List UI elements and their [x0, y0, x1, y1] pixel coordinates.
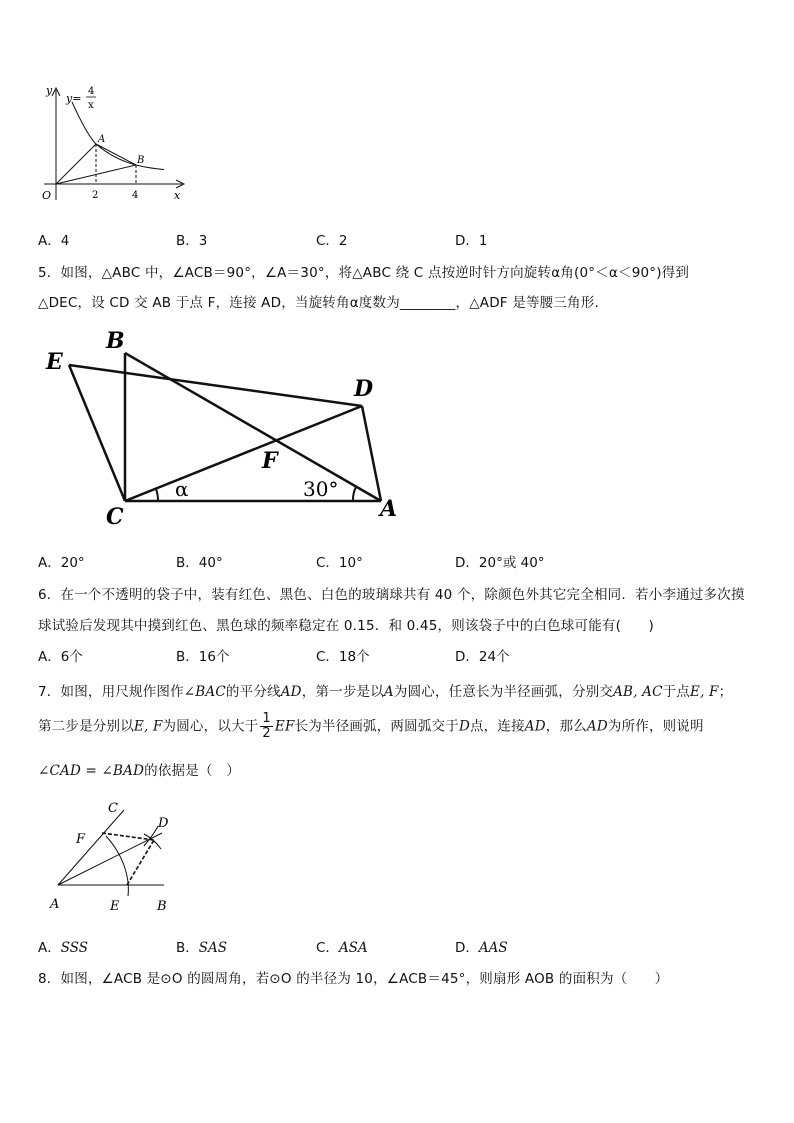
q7-e-f-1: E, F: [690, 684, 719, 700]
label-D: D: [354, 376, 374, 402]
angle-alpha-arc: [156, 489, 158, 501]
q5-option-d: D．20°或 40°: [455, 555, 545, 571]
q7-t2a: 第二步是分别以: [38, 718, 134, 735]
q7-t2c: 为圆心，以大于: [162, 718, 259, 735]
figure-rotation-triangles: [40, 326, 410, 532]
segment-OA: [56, 144, 96, 184]
q7-t1c: 的平分线: [225, 684, 281, 700]
q7-t1i: 于点: [662, 684, 691, 700]
dashed-FD: [102, 833, 154, 840]
q7-t2e: 长为半径画弧，两圆弧交于: [294, 718, 459, 735]
dashed-ED: [127, 840, 154, 885]
function-y-equals: y=: [66, 92, 82, 105]
q7-t2g: 点，连接: [469, 718, 525, 735]
q7-option-a-math: SSS: [60, 940, 89, 956]
q7-ad-1: AD: [280, 684, 302, 700]
q7-ef: EF: [274, 718, 295, 735]
figure-inverse-function: [34, 80, 194, 205]
segment-AB: [96, 144, 136, 165]
q7-text-line1: [38, 680, 732, 700]
label-F: F: [76, 832, 86, 847]
label-O: O: [42, 189, 52, 202]
q7-t1g: 为圆心，任意长为半径画弧，分别交: [393, 684, 614, 700]
label-B: B: [106, 328, 125, 354]
label-A: A: [380, 496, 398, 522]
q6-option-c: C．18个: [316, 649, 370, 665]
q7-fraction-num: 1: [262, 711, 271, 726]
function-denominator: x: [88, 100, 94, 111]
label-B: B: [137, 155, 145, 166]
label-30-degrees: 30°: [303, 477, 339, 501]
q6-text-line2: 球试验后发现其中摸到红色、黑色球的频率稳定在 0.15．和 0.45，则该袋子中的白色球可能有( ): [38, 618, 654, 634]
label-E: E: [46, 349, 63, 375]
arc-E-to-F: [106, 836, 128, 896]
q7-angle-equality: ∠CAD = ∠BAD: [38, 763, 145, 779]
q6-text-line1: 6．在一个不透明的袋子中，装有红色、黑色、白色的玻璃球共有 40 个，除颜色外其它完全相同．若小李通过多次摸: [38, 587, 745, 603]
q4-option-b: B．3: [176, 233, 208, 249]
q4-option-a: A．4: [38, 233, 70, 249]
q7-angle-bac: ∠BAC: [183, 684, 226, 700]
q7-fraction-half: [260, 712, 272, 741]
q7-point-d: D: [458, 718, 470, 735]
label-alpha: α: [175, 477, 189, 501]
q7-t1e: ，第一步是以: [301, 684, 384, 700]
q4-option-d: D．1: [455, 233, 488, 249]
function-numerator: 4: [88, 86, 95, 97]
label-C: C: [108, 801, 118, 816]
q5-option-b: B．40°: [176, 555, 223, 571]
q7-fraction-den: 2: [262, 726, 271, 741]
q7-point-a: A: [383, 684, 394, 700]
q7-option-a: [38, 936, 88, 956]
q7-e-f-2: E, F: [133, 718, 163, 735]
q4-option-c: C．2: [316, 233, 348, 249]
segment-ED: [69, 365, 362, 406]
label-C: C: [106, 504, 124, 530]
q7-option-c: [316, 936, 368, 956]
q7-text-line2: [38, 712, 704, 741]
q7-t1a: 7．如图，用尺规作图作: [38, 684, 184, 700]
q5-option-a: A．20°: [38, 555, 85, 571]
label-B: B: [157, 899, 167, 914]
q7-option-c-label: C．: [316, 940, 339, 956]
angle-30-arc: [353, 487, 356, 501]
q7-option-d: [455, 936, 508, 956]
label-F: F: [262, 448, 278, 474]
q5-text-line2: △DEC，设 CD 交 AB 于点 F，连接 AD，当旋转角α度数为________，△ADF 是等腰三角形．: [38, 295, 609, 311]
label-A: A: [98, 134, 106, 145]
q6-option-b: B．16个: [176, 649, 230, 665]
q7-t1k: ；: [718, 684, 733, 700]
q7-ab-ac: AB, AC: [613, 684, 663, 700]
q7-option-a-label: A．: [38, 940, 61, 956]
q7-ad-2: AD: [524, 718, 546, 735]
segment-CE: [69, 365, 125, 501]
q7-option-b: [176, 936, 227, 956]
segment-DA: [362, 406, 381, 501]
label-x: x: [174, 189, 181, 202]
label-A: A: [50, 897, 60, 912]
segment-BA: [125, 353, 381, 501]
q7-option-d-label: D．: [455, 940, 479, 956]
q7-ad-3: AD: [586, 718, 608, 735]
q7-t3b: 的依据是（ ）: [144, 763, 241, 779]
label-E: E: [110, 899, 120, 914]
q7-t2i: ，那么: [545, 718, 587, 735]
tick-2: 2: [92, 190, 99, 201]
hyperbola-curve: [72, 102, 164, 170]
label-y: y: [46, 84, 53, 97]
q6-option-d: D．24个: [455, 649, 510, 665]
q5-text-line1: 5．如图，△ABC 中，∠ACB＝90°，∠A＝30°，将△ABC 绕 C 点按逆时针方向旋转α角(0°＜α＜90°)得到: [38, 265, 690, 281]
tick-4: 4: [132, 190, 139, 201]
q6-option-a: A．6个: [38, 649, 83, 665]
figure-angle-bisector: [44, 796, 184, 916]
q7-text-line3: [38, 759, 240, 779]
q7-option-d-math: AAS: [478, 940, 508, 956]
label-D: D: [158, 816, 169, 831]
q7-t2k: 为所作，则说明: [607, 718, 704, 735]
q7-option-b-label: B．: [176, 940, 199, 956]
q8-text-line1: 8．如图，∠ACB 是⊙O 的圆周角，若⊙O 的半径为 10，∠ACB＝45°，则扇形 AOB 的面积为（ ）: [38, 971, 669, 987]
q5-option-c: C．10°: [316, 555, 363, 571]
q7-option-c-math: ASA: [338, 940, 368, 956]
q7-option-b-math: SAS: [198, 940, 228, 956]
ray-AC: [58, 810, 124, 885]
